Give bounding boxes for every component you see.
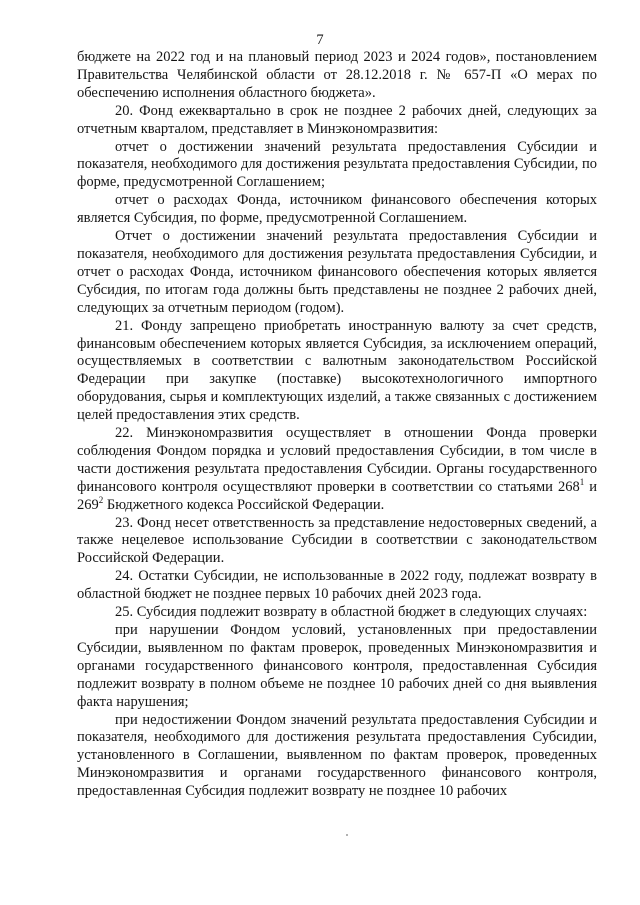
paragraph-annual-report: Отчет о достижении значений результата предоставления Субсидии и показателя, необходимого для достижения результата предоставления Субсидии, и отчет о расходах Фонда, источником финансового обеспечения которых является Субсидия, по итогам года должны быть представлены не позднее 2 рабочих дней, следующих за отчетным периодом (годом).	[77, 228, 597, 316]
paragraph-22-end: Бюджетного кодекса Российской Федерации.	[103, 496, 385, 513]
paragraph-25-nonachievement: при недостижении Фондом значений результата предоставления Субсидии и показателя, необходимого для достижения результата предоставления Субсидии, установленного в Соглашении, выявленном по фактам проверок, проведенных Минэкономразвития и органами государственного финансового контроля, предоставленная Субсидия подлежит возврату не позднее 10 рабочих	[77, 711, 597, 800]
page-number: 7	[316, 32, 324, 48]
document-body	[77, 49, 597, 801]
paragraph-20-report-expenses: отчет о расходах Фонда, источником финансового обеспечения которых является Субсидия, по форме, предусмотренной Соглашением.	[77, 192, 597, 227]
paragraph-22-mid: и 269	[77, 478, 598, 513]
paragraph-25-violation: при нарушении Фондом условий, установленных при предоставлении Субсидии, выявленном по фактам проверок, проведенных Минэкономразвития и органами государственного финансового контроля, предоставленная Субсидия подлежит возврату в полном объеме не позднее 10 рабочих дней со дня выявления факта нарушения;	[77, 622, 597, 710]
paragraph-23: 23. Фонд несет ответственность за представление недостоверных сведений, а также нецелевое использование Субсидии в соответствии с законодательством Российской Федерации.	[77, 514, 597, 567]
superscript-1: 1	[579, 476, 585, 487]
superscript-2: 2	[98, 494, 104, 505]
paragraph-22	[77, 425, 597, 515]
paragraph-25: 25. Субсидия подлежит возврату в областной бюджет в следующих случаях:	[115, 604, 588, 621]
paragraph-22-text: 22. Минэкономразвития осуществляет в отношении Фонда проверки соблюдения Фондом порядка и условий предоставления Субсидии, в том числе в части достижения результата предоставления Субсидии. Органы государственного финансового контроля осуществляют проверки в соответствии со статьями 268	[77, 425, 597, 495]
paragraph-24: 24. Остатки Субсидии, не использованные в 2022 году, подлежат возврату в областной бюджет не позднее первых 10 рабочих дней 2023 года.	[77, 568, 597, 603]
paragraph-continuation: бюджете на 2022 год и на плановый период 2023 и 2024 годов», постановлением Правительства Челябинской области от 28.12.2018 г. № 657-П «О мерах по обеспечению исполнения областного бюджета».	[77, 49, 597, 101]
paragraph-21: 21. Фонду запрещено приобретать иностранную валюту за счет средств, финансовым обеспечением которых является Субсидия, за исключением операций, осуществляемых в соответствии с валютным законодательством Российской Федерации при закупке (поставке) высокотехнологичного импортного оборудования, сырья и комплектующих изделий, а также связанных с достижением целей предоставления этих средств.	[77, 317, 597, 424]
scan-speck	[346, 834, 348, 836]
paragraph-20-report-results: отчет о достижении значений результата предоставления Субсидии и показателя, необходимого для достижения результата предоставления Субсидии, по форме, предусмотренной Соглашением;	[77, 138, 597, 191]
paragraph-20: 20. Фонд ежеквартально в срок не позднее 2 рабочих дней, следующих за отчетным кварталом, представляет в Минэкономразвития:	[77, 102, 597, 137]
